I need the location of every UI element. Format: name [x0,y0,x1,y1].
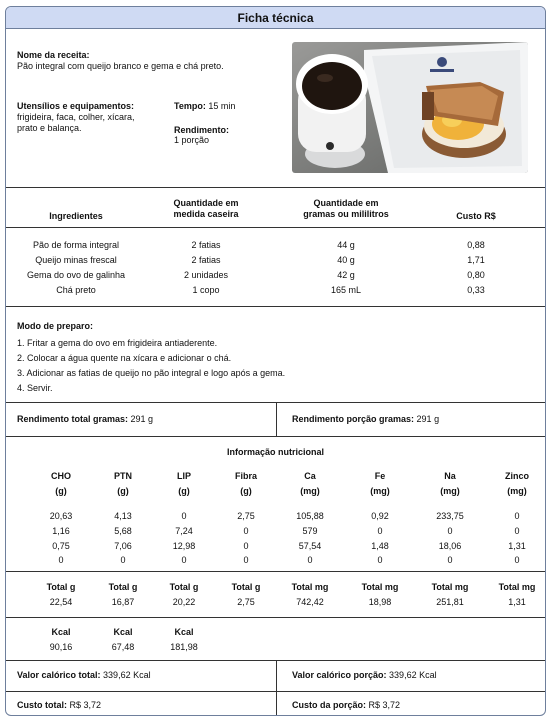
recipe-name-label: Nome da receita: [17,50,90,60]
total-cost-value: R$ 3,72 [69,700,102,710]
preparation-step: 4. Servir. [17,383,53,393]
time-label: Tempo: [174,101,206,111]
total-grams-field [17,414,153,424]
time-value: 15 min [208,101,236,111]
nutrient-name: Ca [304,471,316,481]
ingredients-divider [6,227,545,228]
ingredient-cost: 0,80 [467,270,485,280]
preparation-step: 2. Colocar a água quente na xícara e adicionar o chá. [17,353,232,363]
total-label: Total g [108,582,138,592]
header-home-measure-2: medida caseira [173,209,239,219]
nutrient-value: 5,68 [114,526,132,536]
total-cost-label: Custo total: [17,700,67,710]
total-calories-field [17,670,151,680]
yield-value: 1 porção [174,135,210,145]
kcal-value: 181,98 [170,642,198,652]
nutrient-value: 0 [181,555,187,565]
recipe-name: Pão integral com queijo branco e gema e chá preto. [17,61,224,71]
ingredient-name: Chá preto [56,285,96,295]
total-label: Total mg [431,582,469,592]
ingredient-grams: 165 mL [330,285,362,295]
nutrient-value: 0 [181,511,187,521]
time-field [174,101,235,111]
nutrient-value: 0 [58,555,64,565]
nutrient-value: 20,63 [49,511,73,521]
ingredient-row [6,268,545,283]
utensils-line-1: frigideira, faca, colher, xícara, [17,112,135,122]
nutrient-value: 0 [514,555,520,565]
total-label: Total mg [361,582,399,592]
ingredient-grams: 42 g [337,270,355,280]
kcal-label: Kcal [51,627,71,637]
ingredient-row [6,253,545,268]
total-value: 1,31 [508,597,526,607]
total-calories-label: Valor calórico total: [17,670,101,680]
nutrient-value: 57,54 [298,541,322,551]
total-label: Total g [231,582,261,592]
ingredient-row [6,283,545,298]
preparation-step: 1. Fritar a gema do ovo em frigideira antiaderente. [17,338,218,348]
portion-calories-label: Valor calórico porção: [292,670,387,680]
nutrient-value: 0 [243,555,249,565]
nutrient-value: 0 [377,555,383,565]
nutrient-value: 0 [243,541,249,551]
ingredient-grams: 40 g [337,255,355,265]
total-cost-field [17,700,101,710]
preparation-step: 3. Adicionar as fatias de queijo no pão integral e logo após a gema. [17,368,286,378]
nutrient-value: 1,16 [52,526,70,536]
kcal-value: 67,48 [111,642,135,652]
nutrient-value: 0,92 [371,511,389,521]
ingredient-home-measure: 2 fatias [191,255,221,265]
ingredients-header [6,196,545,226]
recipe-info-section [6,29,545,188]
nutrient-unit: (mg) [440,486,460,496]
total-calories-value: 339,62 Kcal [103,670,151,680]
nutrient-value: 233,75 [436,511,464,521]
nutrient-value: 105,88 [296,511,324,521]
utensils-line-2: prato e balança. [17,123,82,133]
nutrient-unit: (mg) [370,486,390,496]
ingredient-home-measure: 2 unidades [183,270,229,280]
column-divider [276,661,277,691]
kcal-section [6,618,545,661]
header-home-measure-1: Quantidade em [173,198,239,208]
total-label: Total g [169,582,199,592]
yield-label: Rendimento: [174,125,229,135]
total-label: Total mg [291,582,329,592]
nutrient-name: LIP [176,471,191,481]
kcal-value: 90,16 [49,642,73,652]
nutrient-unit: (g) [117,486,129,496]
nutrient-name: Zinco [505,471,529,481]
column-divider [276,403,277,436]
nutrition-totals-section [6,572,545,618]
ingredient-home-measure: 2 fatias [191,240,221,250]
nutrient-unit: (g) [240,486,252,496]
nutrient-value: 7,24 [175,526,193,536]
nutrient-unit: (mg) [507,486,527,496]
header-grams-2: gramas ou mililitros [303,209,389,219]
total-value: 18,98 [368,597,392,607]
nutrient-value: 579 [302,526,318,536]
nutrient-value: 1,48 [371,541,389,551]
nutrient-name: CHO [51,471,71,481]
nutrient-value: 0 [120,555,126,565]
nutrition-section [6,437,545,572]
portion-cost-label: Custo da porção: [292,700,367,710]
nutrient-name: Fibra [234,471,257,481]
total-label: Total g [46,582,76,592]
total-grams-label: Rendimento total gramas: [17,414,129,424]
nutrient-name: Na [444,471,456,481]
nutrition-title: Informação nutricional [226,447,324,457]
portion-cost-field [292,700,400,710]
kcal-label: Kcal [113,627,133,637]
preparation-section [6,307,545,403]
portion-grams-field [292,414,439,424]
portion-cost-value: R$ 3,72 [368,700,401,710]
ingredient-name: Pão de forma integral [32,240,120,250]
header-grams-1: Quantidade em [313,198,379,208]
preparation-label: Modo de preparo: [17,321,93,331]
ingredient-name: Queijo minas frescal [35,255,117,265]
nutrient-name: Fe [374,471,386,481]
total-value: 22,54 [49,597,73,607]
nutrient-value: 0 [243,526,249,536]
recipe-sheet [5,6,546,716]
nutrient-value: 0 [447,555,453,565]
total-grams-value: 291 g [130,414,154,424]
nutrient-value: 7,06 [114,541,132,551]
portion-calories-field [292,670,437,680]
nutrient-unit: (g) [178,486,190,496]
ingredient-name: Gema do ovo de galinha [26,270,126,280]
nutrient-unit: (mg) [300,486,320,496]
nutrient-unit: (g) [55,486,67,496]
total-value: 20,22 [172,597,196,607]
column-divider [276,692,277,716]
ingredient-cost: 1,71 [467,255,485,265]
nutrient-value: 0 [307,555,313,565]
portion-grams-value: 291 g [416,414,440,424]
kcal-label: Kcal [174,627,194,637]
portion-calories-value: 339,62 Kcal [389,670,437,680]
ingredient-cost: 0,88 [467,240,485,250]
nutrient-value: 12,98 [172,541,196,551]
total-value: 16,87 [111,597,135,607]
total-value: 742,42 [296,597,324,607]
total-value: 251,81 [436,597,464,607]
ingredients-section [6,188,545,307]
utensils-label: Utensílios e equipamentos: [17,101,135,111]
sheet-title: Ficha técnica [6,7,545,29]
total-label: Total mg [498,582,536,592]
nutrient-name: PTN [114,471,132,481]
recipe-photo [292,42,528,173]
nutrient-value: 0 [377,526,383,536]
ingredient-cost: 0,33 [467,285,485,295]
total-value: 2,75 [237,597,255,607]
nutrient-value: 18,06 [438,541,462,551]
calories-section [6,661,545,692]
portion-grams-label: Rendimento porção gramas: [292,414,415,424]
header-cost: Custo R$ [456,211,496,221]
header-ingredients: Ingredientes [49,211,103,221]
ingredient-grams: 44 g [337,240,355,250]
nutrient-value: 0 [447,526,453,536]
nutrient-value: 0 [514,511,520,521]
nutrient-value: 2,75 [237,511,255,521]
yield-totals-section [6,403,545,437]
cost-section [6,692,545,716]
ingredient-row [6,238,545,253]
ingredient-home-measure: 1 copo [192,285,220,295]
nutrient-value: 0 [514,526,520,536]
nutrient-value: 0,75 [52,541,70,551]
nutrient-value: 4,13 [114,511,132,521]
nutrient-value: 1,31 [508,541,526,551]
